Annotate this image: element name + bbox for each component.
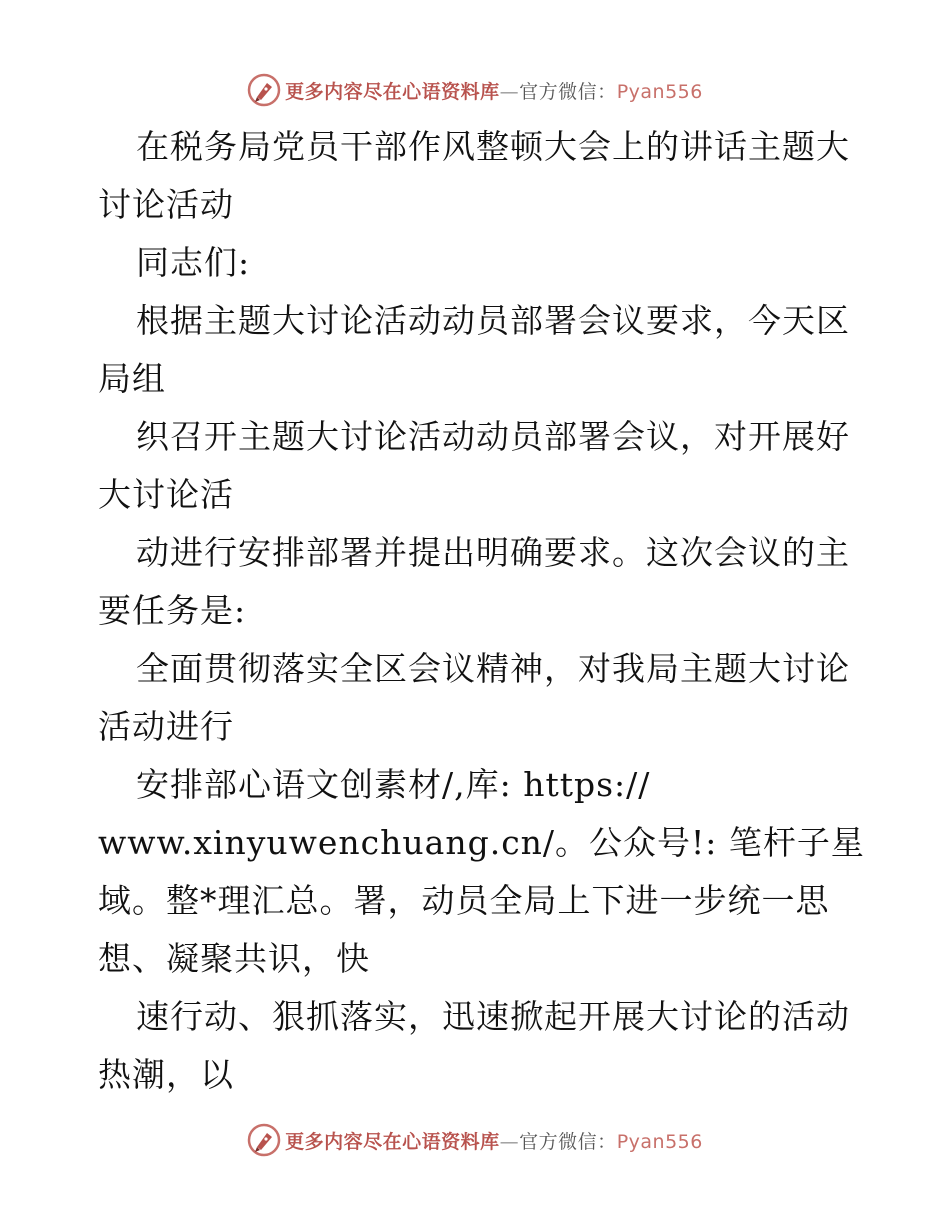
banner-handle: Pyan556 [616,1130,703,1153]
document-body [98,118,865,1104]
paragraph-line: 热潮，以 [98,1055,234,1094]
banner-dash: — [499,1130,520,1153]
salutation: 同志们: [136,243,251,282]
paragraph-line: 想、凝聚共识，快 [98,939,370,978]
banner-brand: 更多内容尽在心语资料库 [285,80,500,103]
header-banner [0,70,950,110]
banner-brand: 更多内容尽在心语资料库 [285,1130,500,1153]
paragraph-line: 要任务是: [98,591,247,630]
paragraph-line: 域。整*理汇总。署，动员全局上下进一步统一思 [98,881,830,920]
banner-handle: Pyan556 [616,80,703,103]
banner-text [285,1127,703,1154]
banner-dash: — [499,80,520,103]
title-line-1: 在税务局党员干部作风整顿大会上的讲话主题大 [136,127,850,166]
paragraph-line: 动进行安排部署并提出明确要求。这次会议的主 [136,533,850,572]
paragraph-line: 根据主题大讨论活动动员部署会议要求，今天区 [136,301,850,340]
pen-nib-logo-icon [247,1123,281,1157]
paragraph-line: 速行动、狠抓落实，迅速掀起开展大讨论的活动 [136,997,850,1036]
banner-wechat-label: 官方微信： [519,1130,617,1153]
paragraph-line: 全面贯彻落实全区会议精神，对我局主题大讨论 [136,649,850,688]
pen-nib-logo-icon [247,73,281,107]
paragraph-line: 安排部心语文创素材/,库: https:// [136,765,651,804]
paragraph-line: 活动进行 [98,707,234,746]
banner-text [285,77,703,104]
footer-banner [0,1120,950,1160]
title-line-2: 讨论活动 [98,185,234,224]
paragraph-line: 大讨论活 [98,475,234,514]
paragraph-line: 局组 [98,359,166,398]
paragraph-line: www.xinyuwenchuang.cn/。公众号!: 笔杆子星 [98,823,865,862]
paragraph-line: 织召开主题大讨论活动动员部署会议，对开展好 [136,417,850,456]
banner-wechat-label: 官方微信： [519,80,617,103]
